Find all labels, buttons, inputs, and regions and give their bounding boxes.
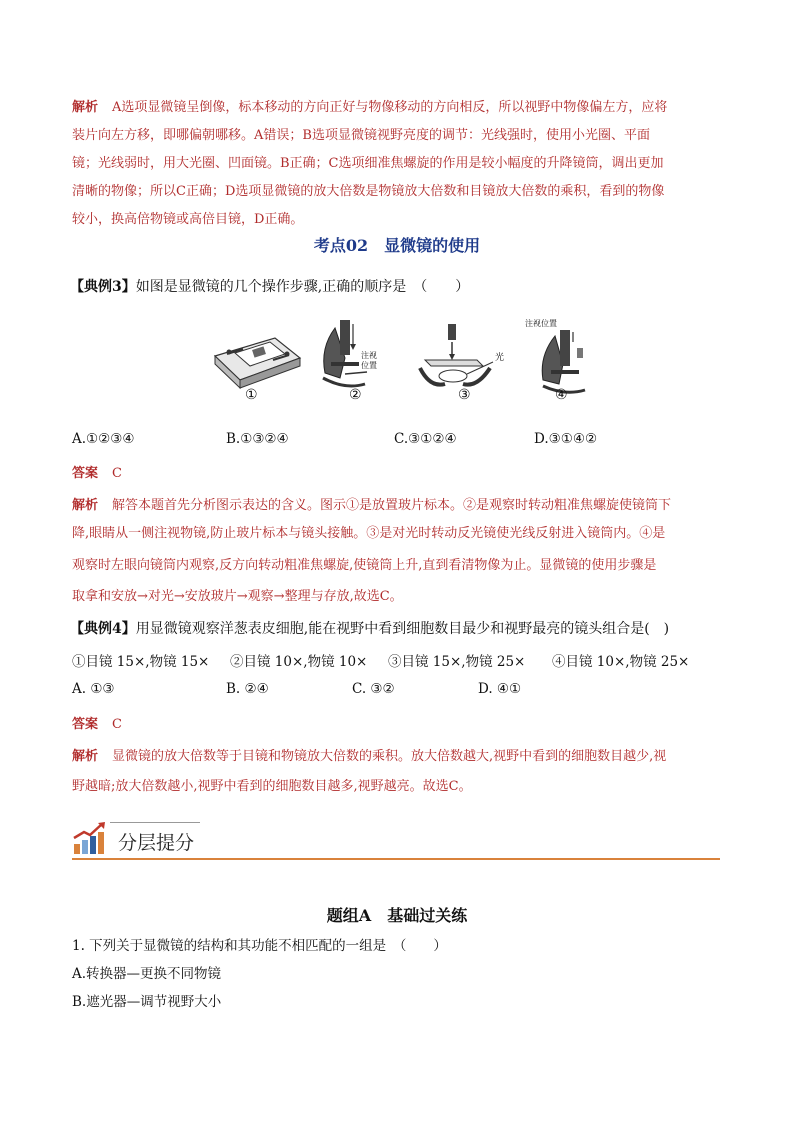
banner-bottom-rule — [72, 858, 720, 860]
option-d: D. ④① — [478, 681, 522, 697]
example4-answer: 答案 C — [72, 717, 122, 732]
svg-text:注视位置: 注视位置 — [525, 319, 557, 328]
banner-title: 分层提分 — [118, 832, 195, 854]
example3-analysis-line-4: 取拿和安放→对光→安放玻片→观察→整理与存放,故选C。 — [72, 589, 403, 604]
analysis-line-1: 解析 A选项显微镜呈倒像，标本移动的方向正好与物像移动的方向相反，所以视野中物像偏左方，应将 — [72, 100, 668, 115]
analysis-line-2: 装片向左方移，即哪偏朝哪移。A错误；B选项显微镜视野亮度的调节：光线强时，使用小光圈、平面 — [72, 128, 650, 143]
example3-question: 【典例3】如图是显微镜的几个操作步骤,正确的顺序是 （ ） — [70, 279, 470, 295]
analysis-label: 解析 — [72, 100, 99, 115]
example3-answer: 答案 C — [72, 466, 122, 481]
combo-3: ③目镜 15×,物镜 25× — [388, 654, 526, 670]
option-b: B.①③②④ — [226, 431, 289, 447]
example3-analysis-line-1: 解析 解答本题首先分析图示表达的含义。图示①是放置玻片标本。②是观察时转动粗准焦螺旋使镜筒下 — [72, 498, 672, 513]
example4-question: 【典例4】用显微镜观察洋葱表皮细胞,能在视野中看到细胞数目最少和视野最亮的镜头组合是( ) — [70, 621, 670, 637]
combo-1: ①目镜 15×,物镜 15× — [72, 654, 210, 670]
example3-analysis-line-3: 观察时左眼向镜筒内观察,反方向转动粗准焦螺旋,使镜筒上升,直到看清物像为止。显微镜的使用步骤是 — [72, 558, 657, 573]
figure-label-1: ① — [245, 387, 258, 403]
analysis-line-3: 镜；光线弱时，用大光圈、凹面镜。B正确；C选项细准焦螺旋的作用是较小幅度的升降镜筒，调出更加 — [72, 156, 664, 171]
example4-analysis-line-2: 野越暗;放大倍数越小,视野中看到的细胞数目越多,视野越亮。故选C。 — [72, 779, 472, 794]
example3-tag: 【典例3】 — [70, 279, 136, 295]
step3-mirror-light-illustration — [420, 324, 504, 385]
combo-2: ②目镜 10×,物镜 10× — [230, 654, 368, 670]
svg-text:位置: 位置 — [361, 361, 377, 370]
figure-label-4: ④ — [555, 387, 568, 403]
group-title: 题组A 基础过关练 — [326, 906, 468, 925]
svg-text:注视: 注视 — [361, 351, 377, 360]
figure-label-3: ③ — [458, 387, 471, 403]
step4-microscope-illustration — [525, 318, 585, 392]
option-a: A.①②③④ — [72, 431, 135, 447]
microscope-steps-figure — [205, 318, 605, 408]
svg-text:光: 光 — [495, 352, 505, 362]
option-c: C. ③② — [352, 681, 395, 697]
q1-stem: 1. 下列关于显微镜的结构和其功能不相匹配的一组是 （ ） — [72, 938, 447, 954]
analysis-line-5: 较小，换高倍物镜或高倍目镜，D正确。 — [72, 212, 304, 227]
figure-label-2: ② — [349, 387, 362, 403]
section-title: 考点02 显微镜的使用 — [313, 236, 481, 255]
option-b: B. ②④ — [226, 681, 269, 697]
example4-tag: 【典例4】 — [70, 621, 136, 637]
step2-microscope-illustration — [323, 320, 377, 386]
example3-analysis-line-2: 降,眼睛从一侧注视物镜,防止玻片标本与镜头接触。③是对光时转动反光镜使光线反射进入镜筒内。④是 — [72, 526, 666, 541]
option-c: C.③①②④ — [394, 431, 457, 447]
option-a: A. ①③ — [72, 681, 115, 697]
analysis-line-4: 清晰的物像；所以C正确；D选项显微镜的放大倍数是物镜放大倍数和目镜放大倍数的乘积，看到的物像 — [72, 184, 665, 199]
q1-option-b: B.遮光器—调节视野大小 — [72, 994, 222, 1010]
rising-bar-chart-icon — [72, 820, 108, 856]
banner-top-rule — [110, 822, 200, 823]
option-d: D.③①④② — [534, 431, 598, 447]
q1-option-a: A.转换器—更换不同物镜 — [72, 966, 222, 982]
example4-analysis-line-1: 解析 显微镜的放大倍数等于目镜和物镜放大倍数的乘积。放大倍数越大,视野中看到的细胞数目越少,视 — [72, 749, 667, 764]
step1-slide-illustration — [215, 338, 300, 388]
combo-4: ④目镜 10×,物镜 25× — [552, 654, 690, 670]
